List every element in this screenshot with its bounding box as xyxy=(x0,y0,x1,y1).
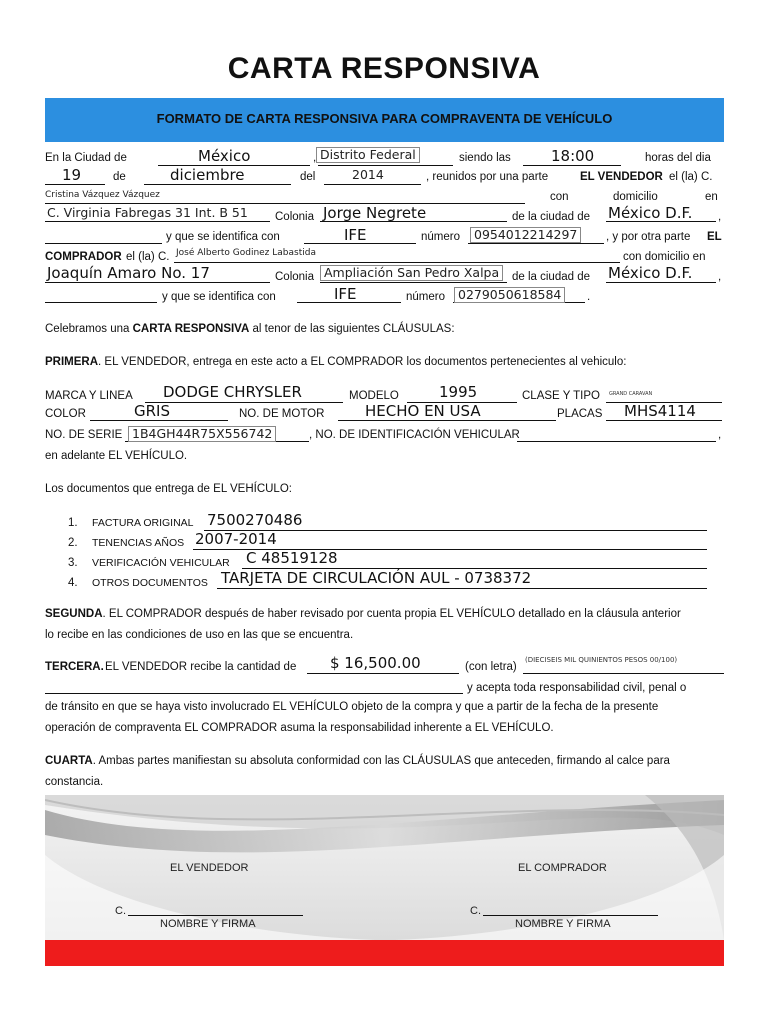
amount-letter-field[interactable]: (DIECISEIS MIL QUINIENTOS PESOS 00/100) xyxy=(525,656,678,664)
list-label: VERIFICACIÓN VEHICULAR xyxy=(92,557,230,569)
blank-line xyxy=(204,530,707,531)
blank-line xyxy=(606,420,722,421)
clause-cuarta-line2: constancia. xyxy=(45,776,104,788)
list-number: 4. xyxy=(68,577,78,589)
banner-title: FORMATO DE CARTA RESPONSIVA PARA COMPRAVENTA DE VEHÍCULO xyxy=(156,111,613,126)
list-label: FACTURA ORIGINAL xyxy=(92,517,194,529)
paragraph-text: en adelante EL VEHÍCULO. xyxy=(45,450,188,462)
blank-line xyxy=(174,262,620,263)
intro-text: con xyxy=(550,191,569,203)
buyer-city-field[interactable]: México D.F. xyxy=(608,264,693,282)
invoice-field[interactable]: 7500270486 xyxy=(207,511,303,529)
blank-line xyxy=(45,243,162,244)
intro-text: número xyxy=(406,291,445,303)
intro-text: de xyxy=(113,171,126,183)
blank-line xyxy=(517,441,716,442)
clause-tercera-text: operación de compraventa EL COMPRADOR asuma la responsabilidad inherente a EL VEHÍCULO. xyxy=(45,722,554,734)
intro-text: , xyxy=(313,152,317,164)
intro-text: EL xyxy=(707,231,722,243)
blank-line xyxy=(468,243,604,244)
intro-text: de la ciudad de xyxy=(512,211,591,223)
intro-text: , xyxy=(718,271,722,283)
blank-line xyxy=(90,420,228,421)
blank-line xyxy=(307,673,459,674)
intro-text: el (la) C. xyxy=(669,171,713,183)
vehicle-label: , xyxy=(718,429,722,441)
state-field[interactable]: Distrito Federal xyxy=(316,147,420,163)
vehicle-label: NO. DE MOTOR xyxy=(239,408,325,420)
vehicle-label: PLACAS xyxy=(557,408,603,420)
hour-field[interactable]: 18:00 xyxy=(551,147,595,165)
list-number: 1. xyxy=(68,517,78,529)
paragraph-text: Los documentos que entrega de EL VEHÍCULO: xyxy=(45,483,292,495)
seller-id-field[interactable]: IFE xyxy=(344,226,367,244)
clause-segunda: SEGUNDA. EL COMPRADOR después de haber revisado por cuenta propia EL VEHÍCULO detallado en la cláusula anterior xyxy=(45,608,681,620)
blank-line xyxy=(318,165,453,166)
day-field[interactable]: 19 xyxy=(62,166,82,184)
list-label: TENENCIAS AÑOS xyxy=(92,537,185,549)
seller-address-field[interactable]: C. Virginia Fabregas 31 Int. B 51 xyxy=(47,205,248,220)
buyer-number-field[interactable]: 0279050618584 xyxy=(454,287,565,303)
blank-line xyxy=(45,282,270,283)
seller-city-field[interactable]: México D.F. xyxy=(608,204,693,222)
blank-line xyxy=(144,184,291,185)
city-field[interactable]: México xyxy=(198,147,251,165)
plates-field[interactable]: MHS4114 xyxy=(624,402,696,420)
buyer-signature-line[interactable] xyxy=(483,915,658,916)
buyer-address-field[interactable]: Joaquín Amaro No. 17 xyxy=(47,264,210,282)
vehicle-label: MARCA Y LINEA xyxy=(45,390,133,402)
buyer-c-prefix: C. xyxy=(470,905,481,917)
seller-name-field[interactable]: Cristina Vázquez Vázquez xyxy=(45,190,160,200)
buyer-signature-label: EL COMPRADOR xyxy=(518,862,607,874)
seller-number-field[interactable]: 0954012214297 xyxy=(470,227,581,243)
blank-line xyxy=(145,402,343,403)
buyer-colonia-field[interactable]: Ampliación San Pedro Xalpa xyxy=(320,265,503,281)
intro-text: del xyxy=(300,171,316,183)
blank-line xyxy=(523,673,724,674)
verification-field[interactable]: C 48519128 xyxy=(246,549,338,567)
intro-text: Colonia xyxy=(275,271,314,283)
intro-text: número xyxy=(421,231,460,243)
intro-text: y que se identifica con xyxy=(166,231,280,243)
blank-line xyxy=(523,165,621,166)
paragraph-text: Celebramos una CARTA RESPONSIVA al tenor de las siguientes CLÁUSULAS: xyxy=(45,323,455,335)
intro-text: En la Ciudad de xyxy=(45,152,127,164)
serial-field[interactable]: 1B4GH44R75X556742 xyxy=(128,426,276,442)
seller-c-prefix: C. xyxy=(115,905,126,917)
intro-text: domicilio xyxy=(613,191,658,203)
amount-field[interactable]: $ 16,500.00 xyxy=(330,654,421,672)
intro-text: en xyxy=(705,191,718,203)
vehicle-label: , NO. DE IDENTIFICACIÓN VEHICULAR xyxy=(309,429,520,441)
clause-tercera-text: de tránsito en que se haya visto involucrado EL VEHÍCULO objeto de la compra y que a partir de la fecha de la presente xyxy=(45,701,659,713)
intro-text: COMPRADOR xyxy=(45,251,122,263)
intro-text: EL VENDEDOR xyxy=(580,171,663,183)
intro-text: y que se identifica con xyxy=(162,291,276,303)
year-field[interactable]: 2014 xyxy=(352,167,384,182)
blank-line xyxy=(45,184,105,185)
clause-tercera-text: (con letra) xyxy=(465,661,517,673)
blank-line xyxy=(606,282,716,283)
clause-tercera-text: EL VENDEDOR recibe la cantidad de xyxy=(105,661,297,673)
vehicle-label: COLOR xyxy=(45,408,86,420)
buyer-name-signature-caption: NOMBRE Y FIRMA xyxy=(515,918,611,930)
clause-cuarta: CUARTA. Ambas partes manifiestan su absoluta conformidad con las CLÁUSULAS que anteceden, firmando al calce para xyxy=(45,755,670,767)
intro-text: , y por otra parte xyxy=(606,231,691,243)
blank-line xyxy=(320,282,507,283)
vehicle-label: NO. DE SERIE xyxy=(45,429,123,441)
intro-text: de la ciudad de xyxy=(512,271,591,283)
footer-red-bar xyxy=(45,940,724,966)
clause-tercera-label: TERCERA. xyxy=(45,661,104,673)
intro-text: el (la) C. xyxy=(126,251,170,263)
brand-field[interactable]: DODGE CHRYSLER xyxy=(163,383,302,401)
seller-name-signature-caption: NOMBRE Y FIRMA xyxy=(160,918,256,930)
vehicle-label: CLASE Y TIPO xyxy=(522,390,600,402)
intro-text: con domicilio en xyxy=(623,251,706,263)
blank-line xyxy=(45,302,157,303)
other-docs-field[interactable]: TARJETA DE CIRCULACIÓN AUL - 0738372 xyxy=(221,569,532,587)
blank-line xyxy=(45,221,270,222)
seller-colonia-field[interactable]: Jorge Negrete xyxy=(323,204,427,222)
vehicle-label: MODELO xyxy=(349,390,399,402)
intro-text: siendo las xyxy=(459,152,511,164)
intro-text: , reunidos por una parte xyxy=(426,171,549,183)
color-field[interactable]: GRIS xyxy=(134,402,170,420)
tenencias-field[interactable]: 2007-2014 xyxy=(195,530,277,548)
blank-line xyxy=(45,203,525,204)
seller-signature-label: EL VENDEDOR xyxy=(170,862,249,874)
engine-field[interactable]: HECHO EN USA xyxy=(365,402,481,420)
month-field[interactable]: diciembre xyxy=(170,166,245,184)
clause-segunda-line2: lo recibe en las condiciones de uso en las que se encuentra. xyxy=(45,629,354,641)
footer-decoration xyxy=(45,795,724,940)
list-label: OTROS DOCUMENTOS xyxy=(92,577,208,589)
intro-text: horas del dia xyxy=(645,152,711,164)
blank-line xyxy=(324,184,421,185)
model-field[interactable]: 1995 xyxy=(439,383,478,401)
intro-text: , xyxy=(718,211,722,223)
clause-primera: PRIMERA. EL VENDEDOR, entrega en este acto a EL COMPRADOR los documentos pertenecientes al vehiculo: xyxy=(45,356,627,368)
intro-text: . xyxy=(587,291,591,303)
class-field[interactable]: GRAND CARAVAN xyxy=(609,391,653,397)
header-banner xyxy=(45,98,724,142)
buyer-name-field[interactable]: José Alberto Godinez Labastida xyxy=(176,248,316,258)
intro-text: Colonia xyxy=(275,211,314,223)
page-title: CARTA RESPONSIVA xyxy=(227,52,541,85)
blank-line xyxy=(45,693,463,694)
blank-line xyxy=(338,420,556,421)
clause-tercera-text: y acepta toda responsabilidad civil, penal o xyxy=(467,682,687,694)
list-number: 3. xyxy=(68,557,78,569)
blank-line xyxy=(217,588,707,589)
list-number: 2. xyxy=(68,537,78,549)
buyer-id-field[interactable]: IFE xyxy=(334,285,357,303)
seller-signature-line[interactable] xyxy=(128,915,303,916)
